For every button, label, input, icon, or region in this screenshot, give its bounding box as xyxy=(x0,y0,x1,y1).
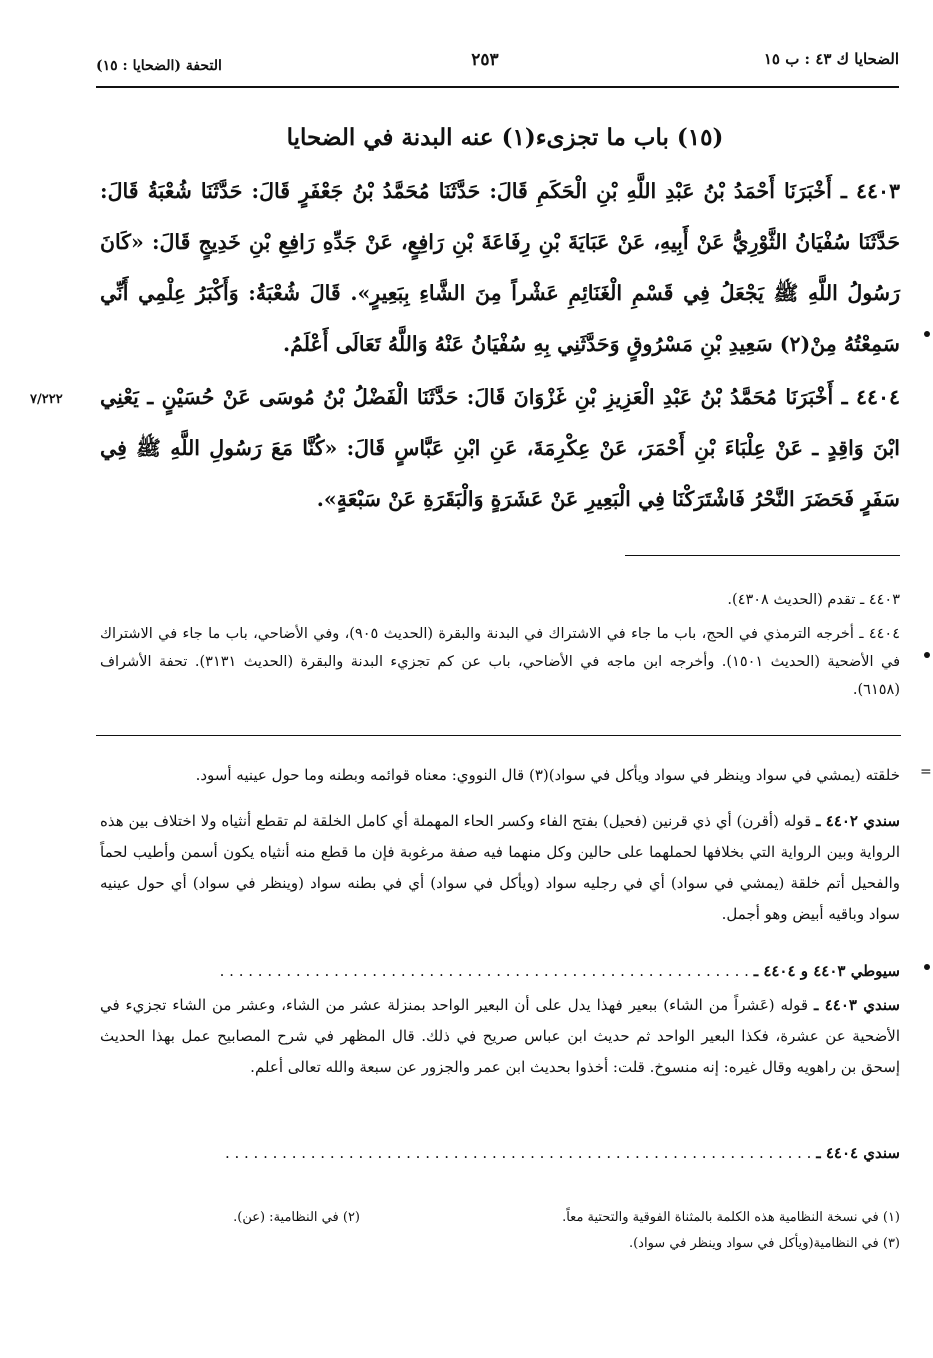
hadith-text: أَخْبَرَنَا أَحْمَدُ بْنُ عَبْدِ اللَّهِ بْنِ الْحَكَمِ قَالَ: حَدَّثَنَا مُحَمَّدُ بْنُ جَعْفَرٍ قَالَ: حَدَّثَنَا شُعْبَةُ قَالَ: حَدَّثَنَا سُفْيَانُ الثَّوْرِيُّ عَنْ أَبِيهِ، عَنْ عَبَايَةَ بْنِ رِفَاعَةَ بْنِ رَافِعٍ، عَنْ جَدِّهِ رَافِعِ بْنِ خَدِيجٍ قَالَ: «كَانَ رَسُولُ اللَّهِ ﷺ يَجْعَلُ فِي قَسْمِ الْغَنَائِمِ عَشْراً مِنَ الشَّاءِ بِبَعِيرٍ». قَالَ شُعْبَةُ: وَأَكْبَرُ عِلْمِي أَنِّي سَمِعْتُهُ مِنْ(٢) سَعِيدِ بْنِ مَسْرُوقٍ وَحَدَّثَنِي بِهِ سُفْيَانُ عَنْهُ وَاللَّهُ تَعَالَى أَعْلَمُ. xyxy=(100,179,900,356)
header-rule xyxy=(96,86,899,88)
commentary-continuation: خلقته (يمشي في سواد وينظر في سواد ويأكل في سواد)(٣) قال النووي: معناه قوائمه وبطنه وما حول عينيه أسود. xyxy=(195,766,900,784)
running-header-right: الضحايا ك ٤٣ : ب ١٥ xyxy=(763,50,899,68)
page-number: ٢٥٣ xyxy=(471,50,499,70)
footnote-2: (٢) في النظامية: (عن). xyxy=(233,1210,360,1225)
commentary-text: قوله (عَشراً من الشاء) ببعير فهذا يدل على أن البعير الواحد بمنزلة عشر من الشاء، وعشر من الشاء تجزيء في الأضحية عن عشرة، فكذا البعير الواحد ثم حديث ابن عباس صريح في ذلك. قال المظهر في شرح المصابيح عمل بهذا الحديث إسحق بن راهويه وقال غيره: إنه منسوخ. قلت: أخذوا بحديث ابن عمر والجزور عن سبعة والله تعالى أعلم. xyxy=(100,996,900,1076)
sindi-4404 xyxy=(100,1138,900,1169)
hadith-4403 xyxy=(100,166,900,370)
footnote-row xyxy=(100,1231,900,1257)
commentary-text: قوله (أقرن) أي ذي قرنين (فحيل) بفتح الفاء وكسر الحاء المهملة أي كامل الخلقة لم تقطع أنثياه ولا اختلاف بين هذه الرواية وبين الرواية التي بخلافها لحملهما على حالين وكل منهما فيه صفة مرغوبة فإن ما قطع منه أنثياه يكون أسمن وأطيب لحماً والفحيل أتم خلقة (يمشي في سواد) أي في رجليه سواد (ويأكل في سواد) أي في بطنه سواد (وينظر في سواد) أي حول عينيه سواد وباقيه أبيض وهو أجمل. xyxy=(100,812,900,923)
continuation-mark: = xyxy=(920,764,932,780)
sindi-4403 xyxy=(100,990,900,1083)
takhrij-4404: ٤٤٠٤ ـ أخرجه الترمذي في الحج، باب ما جاء في الاشتراك في البدنة والبقرة (الحديث ٩٠٥)، وفي الأضاحي، باب ما جاء في الاشتراك في الأضحية (الحديث ١٥٠١). وأخرجه ابن ماجه في الأضاحي، باب عن كم تجزيء البدنة والبقرة (الحديث ٣١٣١). تحفة الأشراف (٦١٥٨). xyxy=(100,626,901,698)
commentary-label: سندي ٤٤٠٣ ـ xyxy=(813,996,900,1014)
sindi-4402 xyxy=(100,806,900,930)
commentary-label: سندي ٤٤٠٢ ـ xyxy=(816,812,900,830)
hadith-4404 xyxy=(100,372,900,525)
commentary-dots: . . . . . . . . . . . . . . . . . . . . . . . . . . . . . . . . . . . . . . . . . . . . . . . . . . . . . . . . . . . . . . xyxy=(224,1144,812,1162)
hadith-number: ٤٤٠٤ ـ xyxy=(841,385,900,409)
page-footnotes xyxy=(100,1205,900,1257)
footnote-separator xyxy=(625,555,900,556)
commentary-dots: . . . . . . . . . . . . . . . . . . . . . . . . . . . . . . . . . . . . . . . . . . . . . . . . . . . . . . . . xyxy=(219,962,749,980)
hadith-text: أَخْبَرَنَا مُحَمَّدُ بْنُ عَبْدِ الْعَزِيزِ بْنِ غَزْوَانَ قَالَ: حَدَّثَنَا الْفَضْلُ بْنُ مُوسَى عَنْ حُسَيْنٍ ـ يَعْنِي ابْنَ وَاقِدٍ ـ عَنْ عِلْبَاءَ بْنِ أَحْمَرَ، عَنْ عِكْرِمَةَ، عَنِ ابْنِ عَبَّاسٍ قَالَ: «كُنَّا مَعَ رَسُولِ اللَّهِ ﷺ فِي سَفَرٍ فَحَضَرَ النَّحْرُ فَاشْتَرَكْنَا فِي الْبَعِيرِ عَنْ عَشَرَةٍ وَالْبَقَرَةِ عَنْ سَبْعَةٍ». xyxy=(100,385,900,511)
running-header-left: التحفة (الضحايا : ١٥) xyxy=(96,58,222,74)
margin-bullet xyxy=(924,652,930,658)
chapter-title: (١٥) باب ما تجزىء(١) عنه البدنة في الضحايا xyxy=(286,124,724,151)
margin-reference: ٧/٢٢٢ xyxy=(30,392,63,407)
footnote-3: (٣) في النظامية(ويأكل في سواد وينظر في سواد). xyxy=(628,1236,900,1251)
margin-bullet xyxy=(924,331,930,337)
commentary-label: سندي ٤٤٠٤ ـ xyxy=(816,1144,900,1162)
commentary-label: سيوطي ٤٤٠٣ و ٤٤٠٤ ـ xyxy=(753,962,900,980)
footnote-1: (١) في نسخة النظامية هذه الكلمة بالمثناة الفوقية والتحتية معاً. xyxy=(562,1210,900,1225)
takhrij-4403: ٤٤٠٣ ـ تقدم (الحديث ٤٣٠٨). xyxy=(727,592,900,608)
commentary-separator xyxy=(96,735,901,736)
hadith-number: ٤٤٠٣ ـ xyxy=(840,179,900,203)
suyuti-4403-4404 xyxy=(100,956,900,987)
margin-bullet xyxy=(924,964,930,970)
footnote-row xyxy=(100,1205,900,1231)
